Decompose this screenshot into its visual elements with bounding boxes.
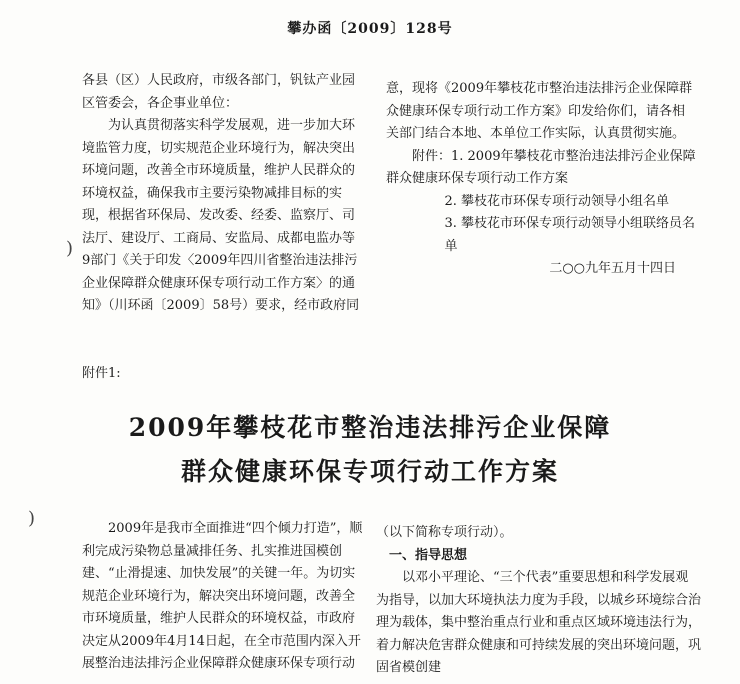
notice-body-right: 意，现将《2009年攀枝花市整治违法排污企业保障群众健康环保专项行动工作方案》印发给你们，请各相关部门结合本地、本单位工作实际，认真贯彻实施。 [386,81,693,141]
appendix-label: 附件1: [82,366,121,381]
document-number: 攀办函〔2009〕128号 [287,21,453,37]
scan-mark: ) [66,238,74,259]
appendix-title-line1: 2009年攀枝花市整治违法排污企业保障 [128,413,612,442]
section-body: 以邓小平理论、“三个代表”重要思想和科学发展观为指导，以加大环境执法力度为手段，以城乡环境综合治理为载体，集中整治重点行业和重点区域环境违法行为，着力解决危害群众健康和可持续发展的突出环境问题，巩固省模创建 [376,570,702,675]
notice-body-left: 为认真贯彻落实科学发展观，进一步加大环境监管力度，切实规范企业环境行为，解决突出环境问题，改善全市环境质量，维护人民群众的环境权益，确保我市主要污染物减排目标的实现，根据省环保局、发改委、经委、监察厅、司法厅、建设厅、工商局、安监局、成都电监办等9部门《关于印发〈2009年四川省整治违法排污企业保障群众健康环保专项行动工作方案〉的通知》（川环函〔2009〕58号）要求，经市政府同 [82,118,360,313]
appendix-right-column [376,522,701,680]
notice-addressee: 各县（区）人民政府，市级各部门，钒钛产业园区管委会，各企事业单位： [82,73,356,111]
appendix-title-line2: 群众健康环保专项行动工作方案 [180,457,559,486]
notice-date: 二○○九年五月十四日 [549,261,676,276]
attachment-3: 3. 攀枝花市环保专项行动领导小组联络员名单 [444,216,696,254]
appendix-intro-right: （以下简称专项行动）。 [376,525,513,540]
appendix-left-column [82,518,367,676]
scan-mark: ) [28,508,36,529]
notice-left-column [82,70,362,318]
attachment-1: 附件：1. 2009年攀枝花市整治违法排污企业保障群众健康环保专项行动工作方案 [386,148,696,186]
attachment-2: 2. 攀枝花市环保专项行动领导小组名单 [444,193,670,209]
section-heading: 一、指导思想 [389,547,468,563]
notice-right-column [386,78,696,281]
appendix-intro-left: 2009年是我市全面推进“四个倾力打造”，顺利完成污染物总量减排任务、扎实推进国模创建、“止滑提速、加快发展”的关键一年。为切实规范企业环境行为，解决突出环境问题，改善全市环境质量，维护人民群众的环境权益，市政府决定从2009年4月14日起，在全市范围内深入开展整治违法排污企业保障群众健康环保专项行动 [82,521,363,671]
